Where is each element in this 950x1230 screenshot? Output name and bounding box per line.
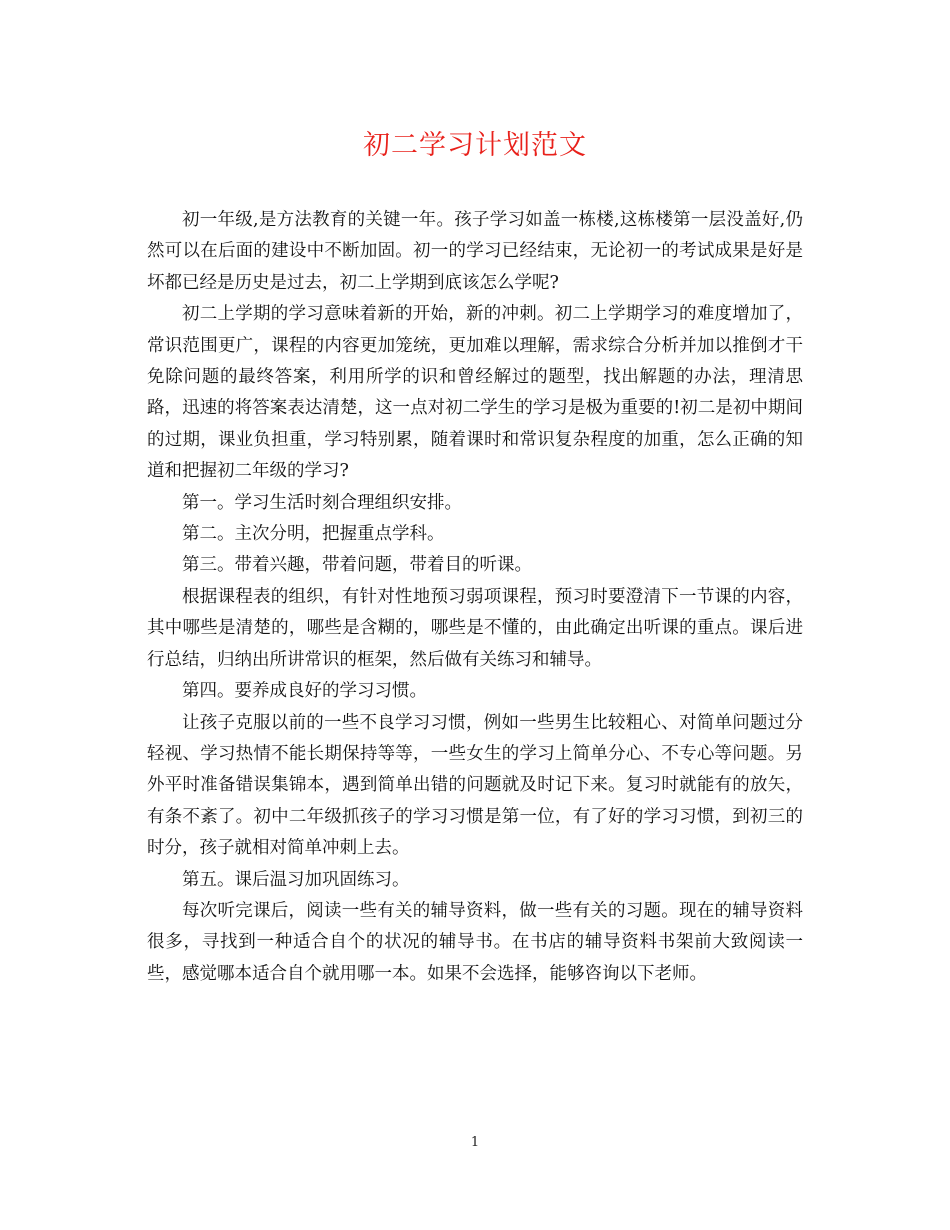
paragraph: 初二上学期的学习意味着新的开始，新的冲刺。初二上学期学习的难度增加了，常识范围更广，课程的内容更加笼统，更加难以理解，需求综合分析并加以推倒才干免除问题的最终答案，利用所学的识和曾经解过的题型，找出解题的办法，理清思路，迅速的将答案表达清楚，这一点对初二学生的学习是极为重要的!初二是初中期间的过期，课业负担重，学习特别累，随着课时和常识复杂程度的加重，怎么正确的知道和把握初二年级的学习?: [147, 304, 803, 482]
paragraph: 第五。课后温习加巩固练习。: [182, 869, 410, 890]
paragraph: 第一。学习生活时刻合理组织安排。: [182, 492, 462, 513]
paragraph: 每次听完课后，阅读一些有关的辅导资料，做一些有关的习题。现在的辅导资料很多，寻找到一种适合自个的状况的辅导书。在书店的辅导资料书架前大致阅读一些，感觉哪本适合自个就用哪一本。如果不会选择，能够咨询以下老师。: [147, 900, 803, 984]
paragraph: 让孩子克服以前的一些不良学习习惯，例如一些男生比较粗心、对简单问题过分轻视、学习热情不能长期保持等等，一些女生的学习上简单分心、不专心等问题。另外平时准备错误集锦本，遇到简单出错的问题就及时记下来。复习时就能有的放矢，有条不紊了。初中二年级抓孩子的学习习惯是第一位，有了好的学习习惯，到初三的时分，孩子就相对简单冲刺上去。: [147, 712, 803, 859]
page-number: 1: [470, 1135, 480, 1150]
document-title: 初二学习计划范文: [363, 130, 587, 161]
paragraph: 第三。带着兴趣，带着问题，带着目的听课。: [182, 555, 532, 576]
paragraph: 第四。要养成良好的学习习惯。: [182, 681, 427, 702]
paragraph: 根据课程表的组织，有针对性地预习弱项课程，预习时要澄清下一节课的内容，其中哪些是清楚的，哪些是含糊的，哪些是不懂的，由此确定出听课的重点。课后进行总结，归纳出所讲常识的框架，然后做有关练习和辅导。: [147, 586, 803, 670]
paragraph: 第二。主次分明，把握重点学科。: [182, 524, 445, 545]
paragraph: 初一年级,是方法教育的关键一年。孩子学习如盖一栋楼,这栋楼第一层没盖好,仍然可以在后面的建设中不断加固。初一的学习已经结束，无论初一的考试成果是好是坏都已经是历史是过去，初二上学期到底该怎么学呢?: [147, 210, 803, 293]
document-body: [147, 205, 803, 990]
